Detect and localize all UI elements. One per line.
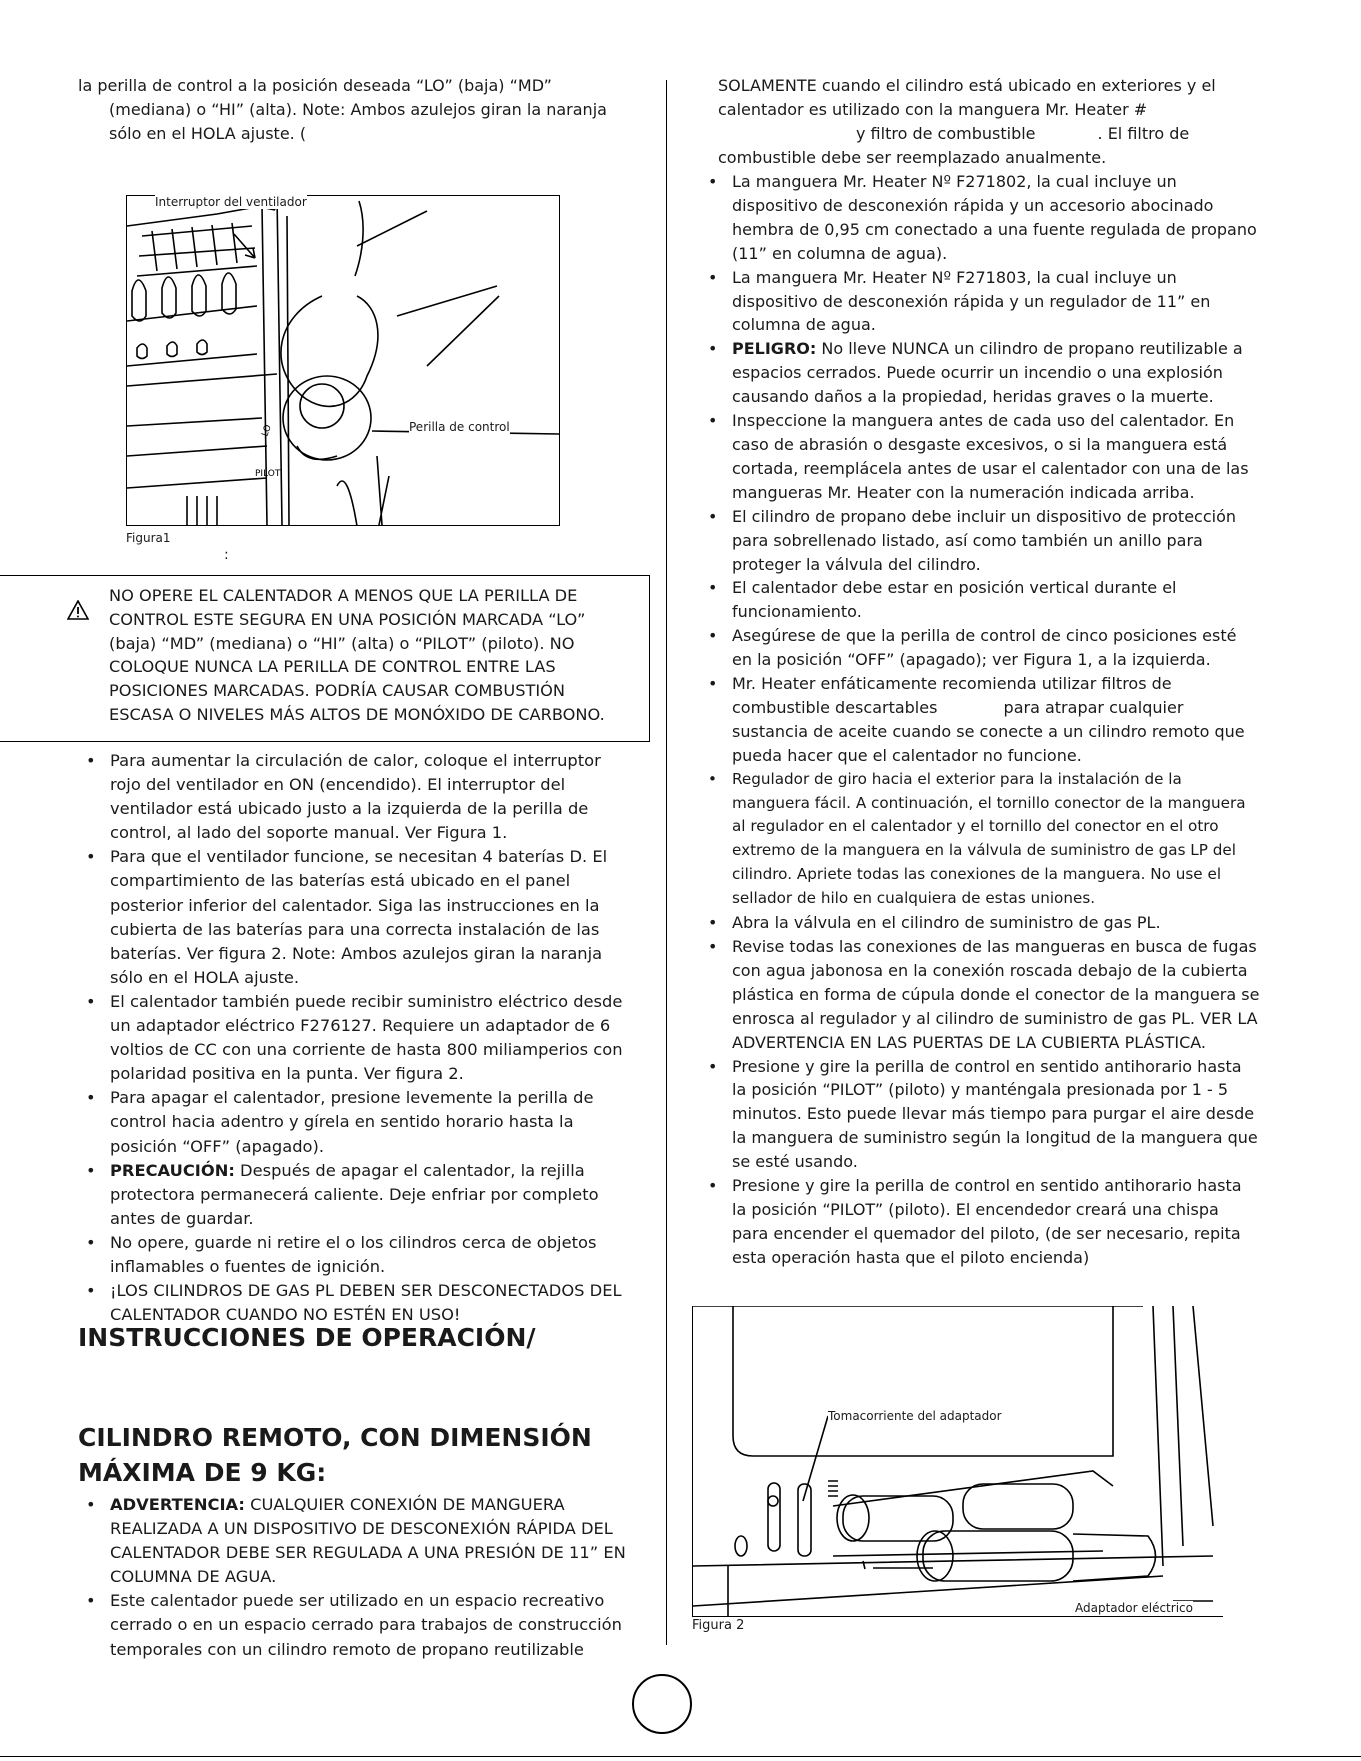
warning-triangle-icon (67, 600, 89, 620)
svg-text:PILOT: PILOT (255, 469, 281, 479)
figure-1-label-control-knob: Perilla de control (409, 420, 510, 434)
bottom-rule (0, 1756, 1361, 1757)
heading-remote-cylinder-line-1: CILINDRO REMOTO, CON DIMENSIÓN (78, 1423, 592, 1452)
right-bullet-12: • Presione y gire la perilla de control en sentido antihorario hasta la posición “PILOT” (piloto) y manténgala presionada por 1 - 5 minutos. Esto puede llevar más tiempo para purgar el aire desde la manguera de suministro según la longitud de la manguera que se esté usando. (700, 1055, 1260, 1175)
heading-operating-instructions: INSTRUCCIONES DE OPERACIÓN/ (78, 1323, 536, 1352)
left-bullet-2: • Para que el ventilador funcione, se necesitan 4 baterías D. El compartimiento de las baterías está ubicado en el panel posterior inferior del calentador. Siga las instrucciones en la cubierta de las baterías para una correcta instalación de las baterías. Ver figura 2. Note: Ambos azulejos giran la naranja sólo en el HOLA ajuste. (78, 845, 633, 990)
heading-remote-cylinder-line-2: MÁXIMA DE 9 KG: (78, 1458, 327, 1487)
svg-text:LO: LO (260, 423, 274, 439)
figure-1-caption-colon: : (224, 547, 229, 563)
page-number-circle (632, 1674, 692, 1734)
figure-2-drawing (693, 1306, 1223, 1616)
figure-2-label-power-adapter: Adaptador eléctrico (1075, 1601, 1193, 1615)
intro-line-2: (mediana) o “HI” (alta). Note: Ambos azulejos giran la naranja (109, 100, 607, 119)
right-bullet-7: • Asegúrese de que la perilla de control de cinco posiciones esté en la posición “OFF” (apagado); ver Figura 1, a la izquierda. (700, 624, 1260, 672)
intro-line-1: la perilla de control a la posición deseada “LO” (baja) “MD” (78, 76, 552, 95)
right-bullet-5: • El cilindro de propano debe incluir un dispositivo de protección para sobrellenado listado, así como también un anillo para proteger la válvula del cilindro. (700, 505, 1260, 577)
left-bullet-6: • No opere, guarde ni retire el o los cilindros cerca de objetos inflamables o fuentes de ignición. (78, 1231, 633, 1279)
right-bullet-11: • Revise todas las conexiones de las mangueras en busca de fugas con agua jabonosa en la conexión roscada debajo de la cubierta plástica en forma de cúpula donde el conector de la manguera se enrosca al regulador y al cilindro de suministro de gas PL. VER LA ADVERTENCIA EN LAS PUERTAS DE LA CUBIERTA PLÁSTICA. (700, 935, 1260, 1055)
right-column (700, 74, 1260, 1270)
left-bullet-enclosed-space: • Este calentador puede ser utilizado en un espacio recreativo cerrado o en un espacio cerrado para trabajos de construcción temporales con un cilindro remoto de propano reutilizable (78, 1589, 633, 1661)
left-bullet-7: • ¡LOS CILINDROS DE GAS PL DEBEN SER DESCONECTADOS DEL CALENTADOR CUANDO NO ESTÉN EN USO! (78, 1279, 633, 1327)
figure-2-caption: Figura 2 (692, 1618, 745, 1633)
column-divider (666, 80, 667, 1645)
right-intro-line-1: SOLAMENTE cuando el cilindro está ubicado en exteriores y el (718, 76, 1216, 95)
left-bullets-2 (78, 1493, 633, 1662)
right-bullet-6: • El calentador debe estar en posición vertical durante el funcionamiento. (700, 576, 1260, 624)
right-intro-line-3: y filtro de combustible . El filtro de (856, 124, 1190, 143)
right-bullet-8: • Mr. Heater enfáticamente recomienda utilizar filtros de combustible descartables para atrapar cualquier sustancia de aceite cuando se conecte a un cilindro remoto que pueda hacer que el calentador no funcione. (700, 672, 1260, 768)
left-bullets (78, 749, 633, 1327)
left-bullet-3: • El calentador también puede recibir suministro eléctrico desde un adaptador eléctrico F276127. Requiere un adaptador de 6 voltios de CC con una corriente de hasta 800 miliamperios con polaridad positiva en la punta. Ver figura 2. (78, 990, 633, 1086)
right-intro-line-2: calentador es utilizado con la manguera Mr. Heater # (718, 100, 1148, 119)
figure-2-battery-compartment-illustration (692, 1306, 1223, 1617)
figure-1-label-fan-switch: Interruptor del ventilador (155, 195, 307, 209)
right-bullet-4: • Inspeccione la manguera antes de cada uso del calentador. En caso de abrasión o desgaste excesivos, o si la manguera está cortada, reemplácela antes de usar el calentador con una de las mangueras Mr. Heater con la numeración indicada arriba. (700, 409, 1260, 505)
right-bullet-2: • La manguera Mr. Heater Nº F271803, la cual incluye un dispositivo de desconexión rápida y un regulador de 11” en columna de agua. (700, 266, 1260, 338)
warning-text: NO OPERE EL CALENTADOR A MENOS QUE LA PERILLA DE CONTROL ESTE SEGURA EN UNA POSICIÓN MARCADA “LO” (baja) “MD” (mediana) o “HI” (alta) o “PILOT” (piloto). NO COLOQUE NUNCA LA PERILLA DE CONTROL ENTRE LAS POSICIONES MARCADAS. PODRÍA CAUSAR COMBUSTIÓN ESCASA O NIVELES MÁS ALTOS DE MONÓXIDO DE CARBONO. (109, 586, 605, 724)
figure-1-drawing (127, 196, 559, 525)
figure-2-label-adapter-outlet: Tomacorriente del adaptador (828, 1409, 1002, 1423)
figure-1-caption: Figura1 (126, 531, 171, 545)
intro-line-3: sólo en el HOLA ajuste. ( (109, 124, 307, 143)
right-bullet-13: • Presione y gire la perilla de control en sentido antihorario hasta la posición “PILOT” (piloto). El encendedor creará una chispa para encender el quemador del piloto, (de ser necesario, repita esta operación hasta que el piloto encienda) (700, 1174, 1260, 1270)
figure-1-heater-control-illustration (126, 195, 560, 526)
right-bullet-3-danger: • PELIGRO: No lleve NUNCA un cilindro de propano reutilizable a espacios cerrados. Puede ocurrir un incendio o una explosión causando daños a la propiedad, heridas graves o la muerte. (700, 337, 1260, 409)
right-bullet-10: • Abra la válvula en el cilindro de suministro de gas PL. (700, 911, 1260, 935)
left-bullet-warning: • ADVERTENCIA: CUALQUIER CONEXIÓN DE MANGUERA REALIZADA A UN DISPOSITIVO DE DESCONEXIÓN RÁPIDA DEL CALENTADOR DEBE SER REGULADA A UNA PRESIÓN DE 11” EN COLUMNA DE AGUA. (78, 1493, 633, 1589)
left-bullet-1: • Para aumentar la circulación de calor, coloque el interruptor rojo del ventilador en ON (encendido). El interruptor del ventilador está ubicado justo a la izquierda de la perilla de control, al lado del soporte manual. Ver Figura 1. (78, 749, 633, 845)
left-bullet-5-caution: • PRECAUCIÓN: Después de apagar el calentador, la rejilla protectora permanecerá caliente. Deje enfriar por completo antes de guardar. (78, 1159, 633, 1231)
right-bullet-9: • Regulador de giro hacia el exterior para la instalación de la manguera fácil. A continuación, el tornillo conector de la manguera al regulador en el calentador y el tornillo del conector en el otro extremo de la manguera en la válvula de suministro de gas LP del cilindro. Apriete todas las conexiones de la manguera. No use el sellador de hilo en cualquiera de estas uniones. (700, 768, 1260, 911)
right-bullet-1: • La manguera Mr. Heater Nº F271802, la cual incluye un dispositivo de desconexión rápida y un accesorio abocinado hembra de 0,95 cm conectado a una fuente regulada de propano (11” en columna de agua). (700, 170, 1260, 266)
left-bullet-4: • Para apagar el calentador, presione levemente la perilla de control hacia adentro y gírela en sentido horario hasta la posición “OFF” (apagado). (78, 1086, 633, 1158)
left-column (78, 74, 633, 146)
right-intro-line-4: combustible debe ser reemplazado anualmente. (718, 148, 1107, 167)
